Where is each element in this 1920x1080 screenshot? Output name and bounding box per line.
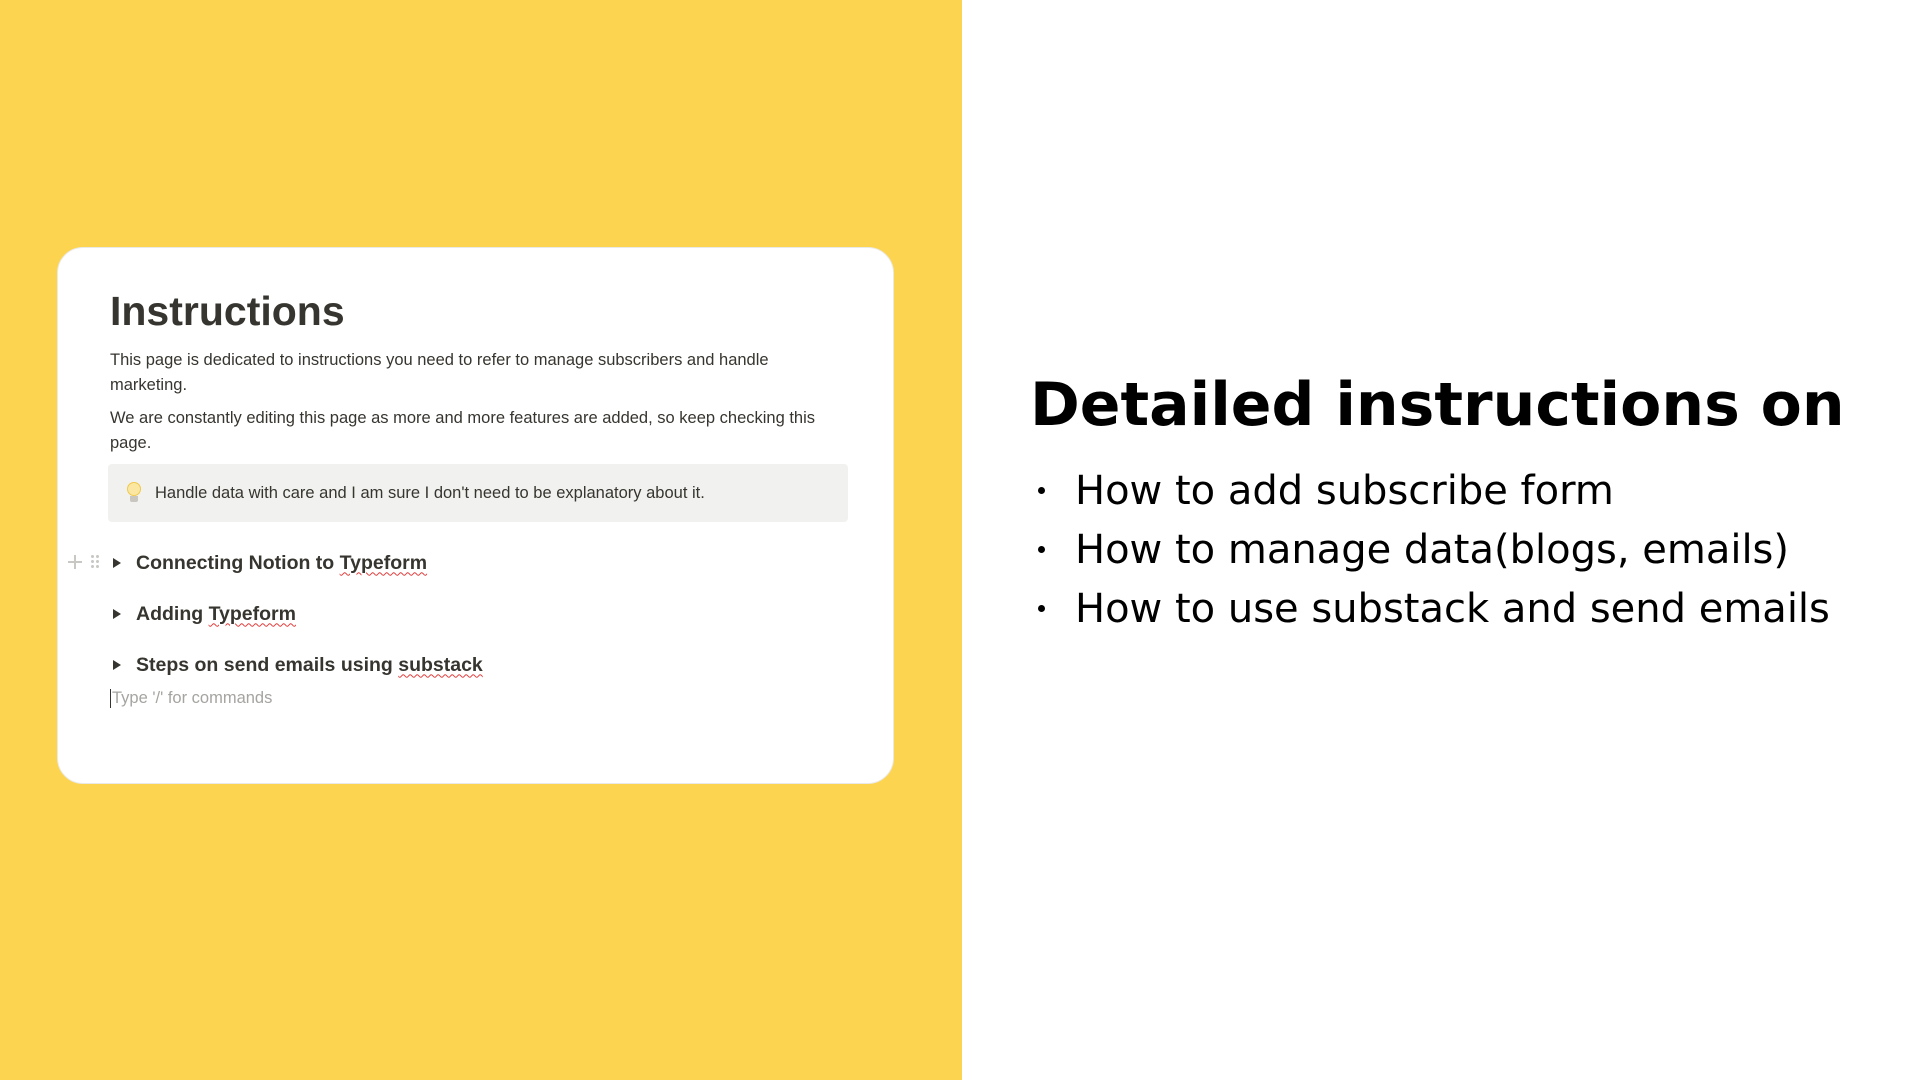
toggle-adding-typeform[interactable]: [113, 599, 296, 629]
page-title: Instructions: [110, 288, 345, 334]
list-item: [1038, 461, 1830, 520]
bullet-icon: [1038, 546, 1045, 553]
feature-list: [1038, 461, 1830, 638]
toggle-caret-icon[interactable]: [113, 660, 121, 670]
intro-paragraph: This page is dedicated to instructions you need to refer to manage subscribers and handle marketing.: [110, 351, 769, 394]
list-item: [1038, 579, 1830, 638]
editing-note-paragraph: We are constantly editing this page as more and more features are added, so keep checking this page.: [110, 409, 816, 452]
bullet-icon: [1038, 605, 1045, 612]
toggle-title: Connecting Notion to Typeform: [136, 551, 428, 574]
list-item: [1038, 520, 1830, 579]
toggle-title: Steps on send emails using substack: [136, 653, 483, 676]
toggle-caret-icon[interactable]: [113, 558, 121, 568]
bullet-icon: [1038, 487, 1045, 494]
plus-icon[interactable]: [68, 555, 82, 569]
command-placeholder: Type '/' for commands: [112, 688, 273, 707]
callout-block[interactable]: [108, 464, 848, 522]
drag-handle-icon[interactable]: [90, 554, 100, 570]
list-item-text: How to add subscribe form: [1075, 467, 1614, 514]
spellcheck-word: Typeform: [208, 602, 296, 625]
command-input[interactable]: [110, 686, 272, 710]
toggle-title: Adding Typeform: [136, 602, 296, 625]
notion-page-card: [57, 247, 894, 784]
toggle-connecting-notion-typeform[interactable]: [113, 548, 427, 578]
toggle-caret-icon[interactable]: [113, 609, 121, 619]
slide-heading: Detailed instructions on: [1030, 370, 1845, 440]
toggle-send-emails-substack[interactable]: [113, 650, 483, 680]
callout-text: Handle data with care and I am sure I don't need to be explanatory about it.: [155, 483, 705, 502]
list-item-text: How to manage data(blogs, emails): [1075, 526, 1790, 573]
spellcheck-word: Typeform: [339, 551, 428, 574]
text-cursor: [110, 689, 111, 708]
spellcheck-word: substack: [398, 653, 483, 676]
lightbulb-icon[interactable]: [124, 480, 144, 506]
block-handles: [68, 550, 104, 576]
list-item-text: How to use substack and send emails: [1075, 585, 1830, 632]
